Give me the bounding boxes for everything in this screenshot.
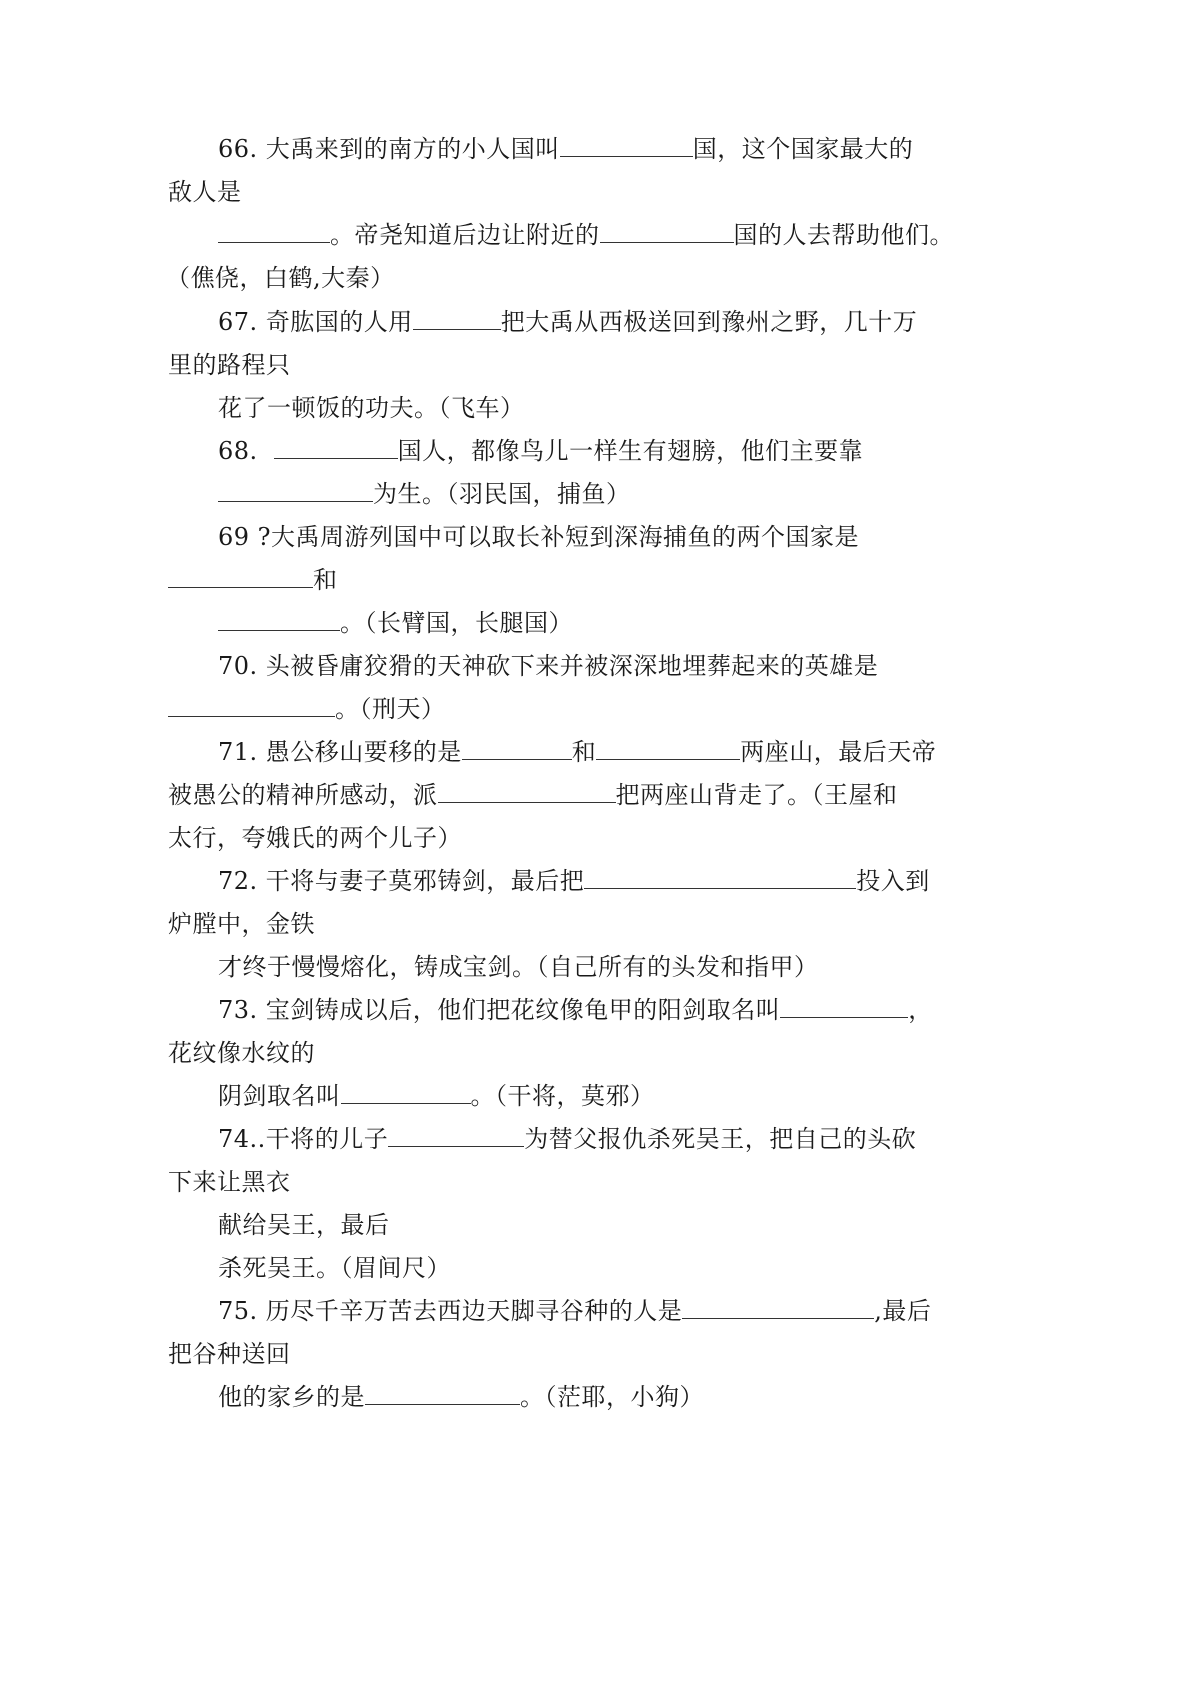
q68-text: 国人，都像鸟儿一样生有翅膀，他们主要靠 xyxy=(397,437,864,465)
q71-text: 71. 愚公移山要移的是 xyxy=(218,738,462,766)
q72-line-2 xyxy=(168,909,315,939)
q69-text: 69 ?大禹周游列国中可以取长补短到深海捕鱼的两个国家是 xyxy=(218,523,860,551)
q67-text: 67. 奇肱国的人用 xyxy=(218,308,413,336)
q73-line-2 xyxy=(168,1038,315,1068)
q71-blank-1[interactable] xyxy=(462,737,572,760)
q69-line-2 xyxy=(168,565,338,595)
q71-text: 两座山，最后天帝 xyxy=(740,738,937,766)
q68-text: 为生。（羽民国，捕鱼） xyxy=(373,480,631,508)
q71-text: 被愚公的精神所感动，派 xyxy=(168,781,438,809)
q73-text: 花纹像水纹的 xyxy=(168,1039,315,1067)
q71-line-1 xyxy=(218,737,936,767)
q69-blank-1[interactable] xyxy=(168,565,313,588)
q66-line-3 xyxy=(218,220,954,250)
q73-line-1 xyxy=(218,995,933,1025)
q69-blank-2[interactable] xyxy=(218,608,340,631)
q74-text: 杀死吴王。（眉间尺） xyxy=(218,1254,451,1282)
q74-text: 74..干将的儿子 xyxy=(218,1125,389,1153)
q72-text: 72. 干将与妻子莫邪铸剑，最后把 xyxy=(218,867,585,895)
q73-blank-2[interactable] xyxy=(341,1081,471,1104)
q69-text: 。（长臂国，长腿国） xyxy=(340,609,573,637)
q67-line-2 xyxy=(168,350,291,380)
q75-line-3 xyxy=(218,1382,704,1412)
q67-text: 花了一顿饭的功夫。（飞车） xyxy=(218,394,525,422)
q68-blank-2[interactable] xyxy=(218,479,373,502)
q66-text: 国，这个国家最大的 xyxy=(692,135,914,163)
q70-line-2 xyxy=(168,694,446,724)
q68-text: 68. xyxy=(218,437,258,465)
q74-line-2 xyxy=(168,1167,291,1197)
q74-line-3 xyxy=(218,1210,390,1240)
q74-text: 为替父报仇杀死吴王，把自己的头砍 xyxy=(524,1125,917,1153)
q66-blank-3[interactable] xyxy=(600,220,734,243)
q71-text: 太行，夸娥氏的两个儿子） xyxy=(168,824,462,852)
q73-line-3 xyxy=(218,1081,655,1111)
q70-text: 70. 头被昏庸狡猾的天神砍下来并被深深地埋葬起来的英雄是 xyxy=(218,652,879,680)
q69-line-3 xyxy=(218,608,573,638)
q67-text: 里的路程只 xyxy=(168,351,291,379)
q72-blank-1[interactable] xyxy=(584,866,856,889)
q75-blank-2[interactable] xyxy=(365,1382,520,1405)
q66-answer-text: （僬侥，白鹤,大秦） xyxy=(166,264,395,292)
q75-blank-1[interactable] xyxy=(682,1296,874,1319)
q67-line-3 xyxy=(218,393,525,423)
q75-text: 75. 历尽千辛万苦去西边天脚寻谷种的人是 xyxy=(218,1297,683,1325)
q72-text: 才终于慢慢熔化，铸成宝剑。（自己所有的头发和指甲） xyxy=(218,953,819,981)
q71-blank-2[interactable] xyxy=(596,737,740,760)
q70-line-1 xyxy=(218,651,878,681)
q72-line-3 xyxy=(218,952,819,982)
q74-blank-1[interactable] xyxy=(388,1124,524,1147)
q68-line-2 xyxy=(218,479,631,509)
q73-text: 。（干将，莫邪） xyxy=(470,1082,655,1110)
q66-blank-1[interactable] xyxy=(560,134,693,157)
q73-blank-1[interactable] xyxy=(780,995,908,1018)
q68-line-1 xyxy=(218,436,863,466)
q75-text: 把谷种送回 xyxy=(168,1340,291,1368)
q72-text: 投入到 xyxy=(856,867,930,895)
q75-text: ,最后 xyxy=(874,1297,932,1325)
q66-text: 。帝尧知道后边让附近的 xyxy=(330,221,600,249)
q71-blank-3[interactable] xyxy=(438,780,616,803)
q73-text: ， xyxy=(908,996,933,1024)
q67-blank-1[interactable] xyxy=(413,307,501,330)
q71-line-3 xyxy=(168,823,462,853)
q74-line-1 xyxy=(218,1124,916,1154)
q66-blank-2[interactable] xyxy=(218,220,330,243)
q69-text: 和 xyxy=(313,566,338,594)
q70-blank-1[interactable] xyxy=(168,694,335,717)
q69-line-1 xyxy=(218,522,859,552)
q67-line-1 xyxy=(218,307,917,337)
q71-line-2 xyxy=(168,780,898,810)
q74-text: 下来让黑衣 xyxy=(168,1168,291,1196)
q72-line-1 xyxy=(218,866,930,896)
q75-text: 。（茫耶，小狗） xyxy=(520,1383,704,1411)
q72-text: 炉膛中，金铁 xyxy=(168,910,315,938)
q66-line-1 xyxy=(218,134,913,164)
q75-line-2 xyxy=(168,1339,291,1369)
q70-text: 。（刑天） xyxy=(335,695,446,723)
q66-text: 国的人去帮助他们。 xyxy=(733,221,954,249)
q67-text: 把大禹从西极送回到豫州之野，几十万 xyxy=(500,308,918,336)
q71-text: 把两座山背走了。（王屋和 xyxy=(615,781,898,809)
q74-text: 献给吴王，最后 xyxy=(218,1211,390,1239)
q66-answer xyxy=(166,263,395,293)
q73-text: 73. 宝剑铸成以后，他们把花纹像龟甲的阳剑取名叫 xyxy=(218,996,781,1024)
q66-text: 66. 大禹来到的南方的小人国叫 xyxy=(218,135,560,163)
q75-line-1 xyxy=(218,1296,931,1326)
q68-blank-1[interactable] xyxy=(274,436,398,459)
q74-line-4 xyxy=(218,1253,451,1283)
q66-text: 敌人是 xyxy=(168,178,242,206)
q75-text: 他的家乡的是 xyxy=(218,1383,365,1411)
q66-line-2 xyxy=(168,177,242,207)
q73-text: 阴剑取名叫 xyxy=(218,1082,341,1110)
q71-text: 和 xyxy=(571,738,597,766)
